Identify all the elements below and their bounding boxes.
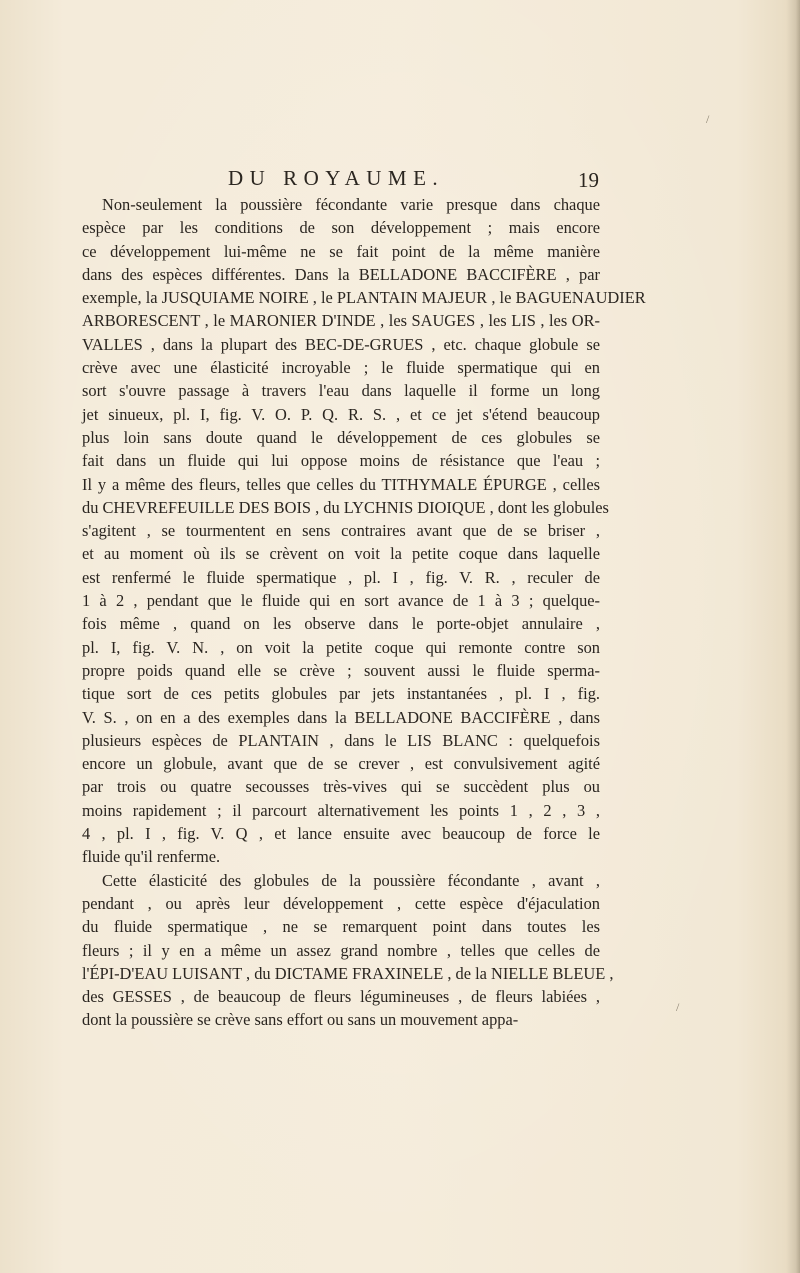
text-line: pl. I, fig. V. N. , on voit la petite coque qui remonte contre son	[82, 637, 600, 657]
text-line: 4 , pl. I , fig. V. Q , et lance ensuite avec beaucoup de force le	[82, 824, 600, 844]
text-line: encore un globule, avant que de se crever , est convulsivement agité	[82, 754, 600, 774]
text-line: dont la poussière se crève sans effort ou sans un mouvement appa-	[82, 1010, 519, 1030]
text-line: fait dans un fluide qui lui oppose moins de résistance que l'eau ;	[82, 451, 600, 471]
text-line: V. S. , on en a des exemples dans la BELLADONE BACCIFÈRE , dans	[82, 707, 600, 727]
text-line: jet sinueux, pl. I, fig. V. O. P. Q. R. S. , et ce jet s'étend beaucoup	[82, 404, 600, 424]
text-line: l'ÉPI-D'EAU LUISANT , du DICTAME FRAXINELE , de la NIELLE BLEUE ,	[82, 963, 614, 983]
text-line: Cette élasticité des globules de la poussière fécondante , avant ,	[102, 870, 600, 890]
text-line: du fluide spermatique , ne se remarquent point dans toutes les	[82, 917, 600, 937]
text-line: sort s'ouvre passage à travers l'eau dans laquelle il forme un long	[82, 381, 600, 401]
text-line: espèce par les conditions de son développement ; mais encore	[82, 218, 600, 238]
text-line: ARBORESCENT , le MARONIER D'INDE , les SAUGES , les LIS , les OR-	[82, 311, 600, 331]
text-line: et au moment où ils se crèvent on voit la petite coque dans laquelle	[82, 544, 600, 564]
text-line: pendant , ou après leur développement , cette espèce d'éjaculation	[82, 893, 600, 913]
page-edge-shadow	[786, 0, 800, 1273]
text-line: ce développement lui-même ne se fait point de la même manière	[82, 241, 600, 261]
text-line: exemple, la JUSQUIAME NOIRE , le PLANTAIN MAJEUR , le BAGUENAUDIER	[82, 288, 646, 308]
text-line: fois même , quand on les observe dans le porte-objet annulaire ,	[82, 614, 600, 634]
text-line: crève avec une élasticité incroyable ; le fluide spermatique qui en	[82, 358, 600, 378]
text-line: 1 à 2 , pendant que le fluide qui en sort avance de 1 à 3 ; quelque-	[82, 591, 600, 611]
text-line: des GESSES , de beaucoup de fleurs légumineuses , de fleurs labiées ,	[82, 987, 600, 1007]
text-line: moins rapidement ; il parcourt alternativement les points 1 , 2 , 3 ,	[82, 800, 600, 820]
text-line: est renfermé le fluide spermatique , pl. I , fig. V. R. , reculer de	[82, 567, 600, 587]
text-line: tique sort de ces petits globules par jets instantanées , pl. I , fig.	[82, 684, 600, 704]
text-line: Il y a même des fleurs, telles que celles du TITHYMALE ÉPURGE , celles	[82, 474, 600, 494]
text-line: par trois ou quatre secousses très-vives qui se succèdent plus ou	[82, 777, 600, 797]
page-number: 19	[578, 168, 599, 192]
text-line: fleurs ; il y en a même un assez grand nombre , telles que celles de	[82, 940, 600, 960]
text-line: plusieurs espèces de PLANTAIN , dans le LIS BLANC : quelquefois	[82, 730, 600, 750]
running-head: DU ROYAUME.	[228, 166, 445, 190]
text-line: fluide qu'il renferme.	[82, 847, 221, 867]
page-header	[228, 166, 628, 196]
text-line: propre poids quand elle se crève ; souvent aussi le fluide sperma-	[82, 660, 600, 680]
text-line: Non-seulement la poussière fécondante varie presque dans chaque	[102, 195, 600, 214]
text-line: VALLES , dans la plupart des BEC-DE-GRUES , etc. chaque globule se	[82, 334, 600, 354]
paragraph-1	[82, 193, 646, 869]
body-text	[82, 193, 646, 1032]
paragraph-2	[82, 869, 614, 1032]
text-line: du CHEVREFEUILLE DES BOIS , du LYCHNIS DIOIQUE , dont les globules	[82, 497, 609, 517]
text-line: plus loin sans doute quand le développement de ces globules se	[82, 427, 600, 447]
margin-mark: /	[706, 112, 710, 126]
margin-mark: /	[676, 1000, 680, 1014]
text-line: dans des espèces différentes. Dans la BELLADONE BACCIFÈRE , par	[82, 264, 600, 284]
text-line: s'agitent , se tourmentent en sens contraires avant que de se briser ,	[82, 521, 600, 541]
